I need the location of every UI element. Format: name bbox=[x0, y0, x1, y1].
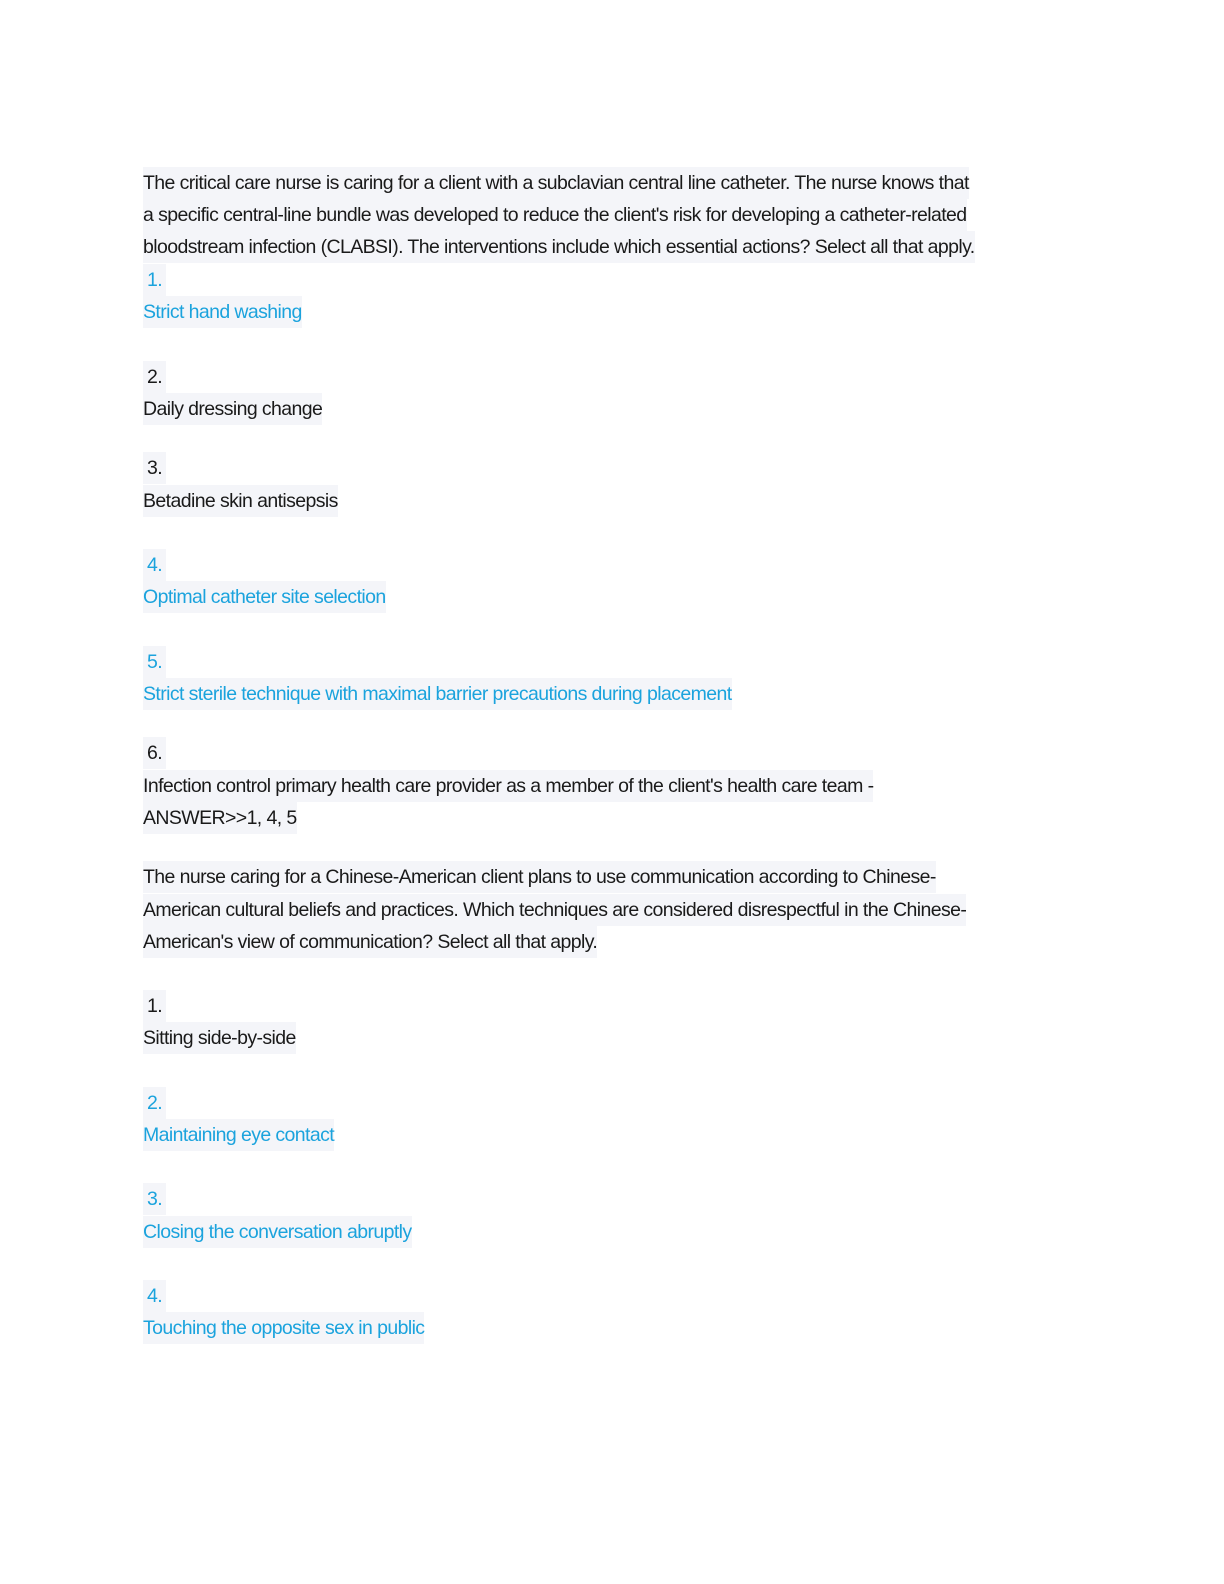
option-number: 2. bbox=[143, 1087, 166, 1119]
option-text: Strict hand washing bbox=[143, 296, 302, 328]
option-number: 3. bbox=[143, 1183, 166, 1215]
question-2-stem-line-2: American cultural beliefs and practices. Which techniques are considered disrespectful in the Chinese- bbox=[143, 894, 966, 926]
option-text: Sitting side-by-side bbox=[143, 1022, 296, 1054]
option-text: Infection control primary health care provider as a member of the client's health care team - bbox=[143, 770, 873, 802]
option-text: Maintaining eye contact bbox=[143, 1119, 334, 1151]
option-number: 1. bbox=[143, 990, 166, 1022]
option-text: Closing the conversation abruptly bbox=[143, 1216, 412, 1248]
option-text: Betadine skin antisepsis bbox=[143, 485, 338, 517]
option-number: 3. bbox=[143, 452, 166, 484]
option-number: 1. bbox=[143, 264, 166, 296]
question-2-stem-line-3: American's view of communication? Select all that apply. bbox=[143, 926, 597, 958]
option-number: 4. bbox=[143, 549, 166, 581]
option-text: Strict sterile technique with maximal barrier precautions during placement bbox=[143, 678, 732, 710]
question-2-stem-line-1: The nurse caring for a Chinese-American client plans to use communication according to Chinese- bbox=[143, 861, 936, 893]
option-number: 5. bbox=[143, 646, 166, 678]
question-1-stem-line-3: bloodstream infection (CLABSI). The interventions include which essential actions? Select all that apply. bbox=[143, 231, 975, 263]
question-1-stem-line-2: a specific central-line bundle was developed to reduce the client's risk for developing a catheter-related bbox=[143, 199, 967, 231]
answer-key: ANSWER>>1, 4, 5 bbox=[143, 802, 297, 834]
option-number: 4. bbox=[143, 1280, 166, 1312]
option-text: Daily dressing change bbox=[143, 393, 322, 425]
option-text: Optimal catheter site selection bbox=[143, 581, 386, 613]
option-number: 6. bbox=[143, 737, 166, 769]
option-number: 2. bbox=[143, 361, 166, 393]
question-1-stem-line-1: The critical care nurse is caring for a client with a subclavian central line catheter. The nurse knows that bbox=[143, 167, 969, 199]
option-text: Touching the opposite sex in public bbox=[143, 1312, 424, 1344]
